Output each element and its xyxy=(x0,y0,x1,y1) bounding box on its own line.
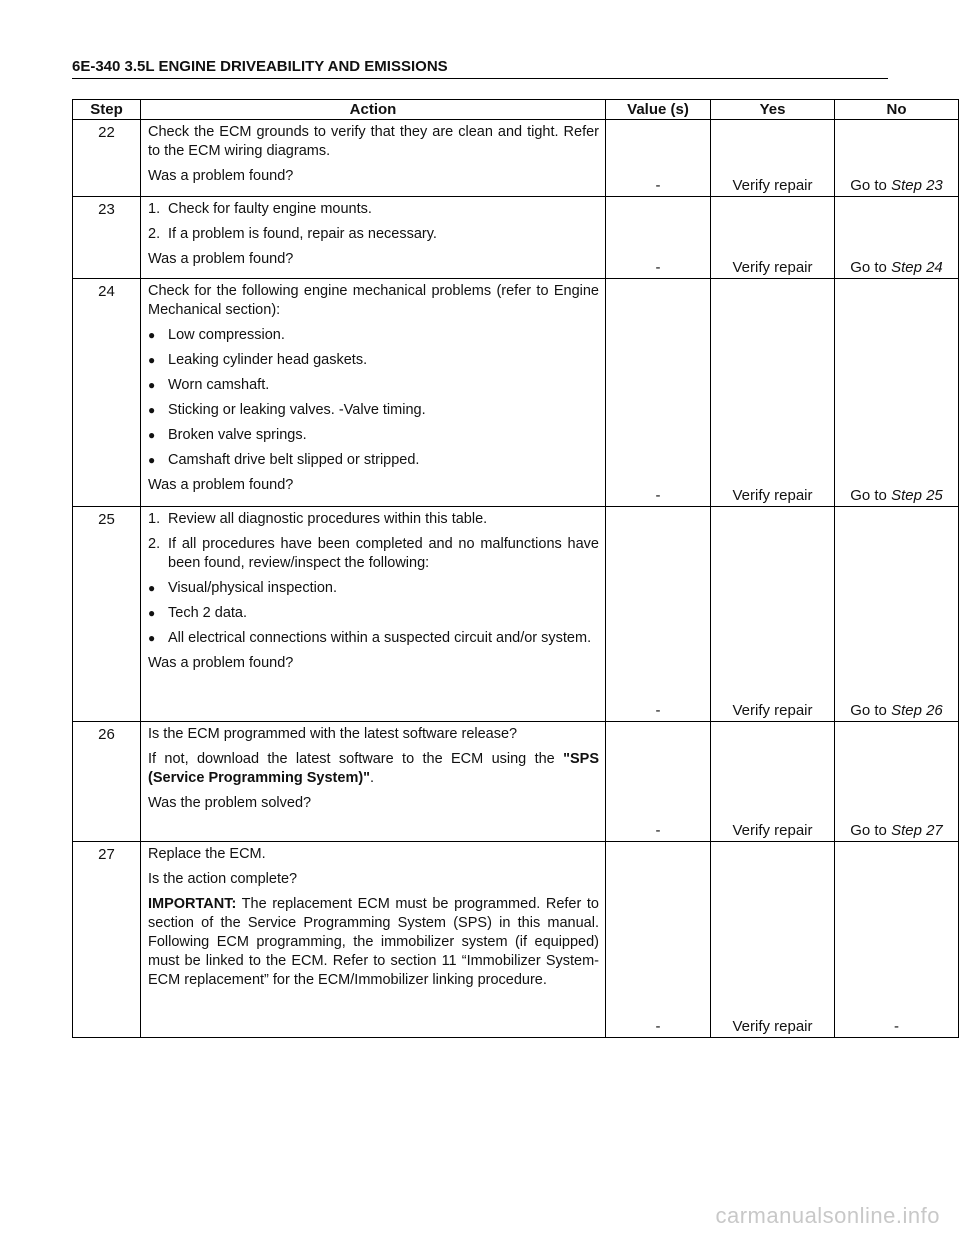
item-text: Review all diagnostic procedures within this table. xyxy=(168,511,488,527)
value-cell: - xyxy=(606,120,711,197)
goto-prefix: Go to xyxy=(850,702,887,719)
action-text xyxy=(148,750,599,788)
bullet-icon: ● xyxy=(148,606,156,620)
item-number: 2. xyxy=(148,536,161,552)
action-question: Was the problem solved? xyxy=(148,795,312,811)
action-question: Was a problem found? xyxy=(148,251,294,267)
bullet-item xyxy=(148,604,599,623)
value-cell: - xyxy=(606,279,711,507)
bullet-item xyxy=(148,401,599,420)
action-question: Is the action complete? xyxy=(148,871,298,887)
action-cell xyxy=(141,507,606,722)
action-cell xyxy=(141,722,606,842)
goto-step-link: Step 27 xyxy=(891,822,943,839)
yes-cell: Verify repair xyxy=(711,722,835,842)
bullet-item xyxy=(148,376,599,395)
column-header-yes: Yes xyxy=(711,100,835,120)
action-text: Check for the following engine mechanical problems (refer to Engine Mechanical section): xyxy=(148,283,599,318)
table-row xyxy=(73,507,959,722)
value-cell: - xyxy=(606,842,711,1038)
bullet-text: Worn camshaft. xyxy=(168,377,270,393)
important-text: The replacement ECM must be programmed. Refer to section of the Service Programming System (SPS) in this manual. Following ECM programming, the immobilizer system (if equipped) must be linked to the ECM. Refer to section 11 “Immobilizer System-ECM replacement” for the ECM/Immobilizer linking procedure. xyxy=(148,896,599,988)
bullet-icon: ● xyxy=(148,403,156,417)
goto-step-link: Step 24 xyxy=(891,259,943,276)
action-cell xyxy=(141,120,606,197)
action-text: Check the ECM grounds to verify that they are clean and tight. Refer to the ECM wiring diagrams. xyxy=(148,124,599,159)
bullet-item xyxy=(148,451,599,470)
bullet-text: Visual/physical inspection. xyxy=(168,580,337,596)
no-cell xyxy=(835,279,959,507)
goto-step-link: Step 26 xyxy=(891,702,943,719)
bullet-text: Broken valve springs. xyxy=(168,427,307,443)
bullet-text: Low compression. xyxy=(168,327,285,343)
step-number: 27 xyxy=(73,842,141,1038)
bullet-text: Leaking cylinder head gaskets. xyxy=(168,352,368,368)
goto-step-link: Step 25 xyxy=(891,487,943,504)
bullet-icon: ● xyxy=(148,581,156,595)
action-text-lead: If not, download the latest software to the ECM using the xyxy=(148,751,555,767)
bullet-text: All electrical connections within a suspected circuit and/or system. xyxy=(168,630,592,646)
value-cell: - xyxy=(606,722,711,842)
item-number: 1. xyxy=(148,201,161,217)
action-cell xyxy=(141,279,606,507)
no-cell: - xyxy=(835,842,959,1038)
numbered-item xyxy=(148,510,599,529)
bullet-text: Tech 2 data. xyxy=(168,605,247,621)
numbered-item xyxy=(148,200,599,219)
no-cell xyxy=(835,722,959,842)
diagnostic-table xyxy=(72,99,959,1038)
action-cell xyxy=(141,197,606,279)
yes-cell: Verify repair xyxy=(711,120,835,197)
table-row xyxy=(73,722,959,842)
sps-reference: "SPS (Service Programming System)" xyxy=(148,751,600,786)
table-row xyxy=(73,279,959,507)
column-header-action: Action xyxy=(141,100,606,120)
value-cell: - xyxy=(606,197,711,279)
table-row xyxy=(73,842,959,1038)
yes-cell: Verify repair xyxy=(711,197,835,279)
bullet-item xyxy=(148,426,599,445)
action-question: Was a problem found? xyxy=(148,168,294,184)
column-header-no: No xyxy=(835,100,959,120)
bullet-icon: ● xyxy=(148,353,156,367)
no-cell xyxy=(835,507,959,722)
goto-prefix: Go to xyxy=(850,822,887,839)
bullet-item xyxy=(148,351,599,370)
goto-step-link: Step 23 xyxy=(891,177,943,194)
table-row xyxy=(73,197,959,279)
table-row xyxy=(73,120,959,197)
column-header-value: Value (s) xyxy=(606,100,711,120)
action-text: Replace the ECM. xyxy=(148,846,266,862)
no-cell xyxy=(835,197,959,279)
numbered-item xyxy=(148,535,599,573)
item-text: If all procedures have been completed and no malfunctions have been found, review/inspect the following: xyxy=(168,536,599,571)
bullet-text: Camshaft drive belt slipped or stripped. xyxy=(168,452,420,468)
item-text: Check for faulty engine mounts. xyxy=(168,201,372,217)
step-number: 24 xyxy=(73,279,141,507)
goto-prefix: Go to xyxy=(850,259,887,276)
important-note xyxy=(148,895,599,990)
action-question: Was a problem found? xyxy=(148,477,294,493)
bullet-text: Sticking or leaking valves. -Valve timing. xyxy=(168,402,426,418)
column-header-step: Step xyxy=(73,100,141,120)
step-number: 22 xyxy=(73,120,141,197)
bullet-icon: ● xyxy=(148,428,156,442)
action-text: Is the ECM programmed with the latest software release? xyxy=(148,726,518,742)
bullet-icon: ● xyxy=(148,631,156,645)
action-question: Was a problem found? xyxy=(148,655,294,671)
item-text: If a problem is found, repair as necessary. xyxy=(168,226,437,242)
yes-cell: Verify repair xyxy=(711,507,835,722)
action-cell xyxy=(141,842,606,1038)
no-cell xyxy=(835,120,959,197)
step-number: 23 xyxy=(73,197,141,279)
goto-prefix: Go to xyxy=(850,487,887,504)
step-number: 26 xyxy=(73,722,141,842)
item-number: 1. xyxy=(148,511,161,527)
action-text-tail: . xyxy=(370,770,375,786)
bullet-icon: ● xyxy=(148,453,156,467)
item-number: 2. xyxy=(148,226,161,242)
watermark: carmanualsonline.info xyxy=(715,1203,940,1228)
bullet-item xyxy=(148,579,599,598)
bullet-item xyxy=(148,326,599,345)
step-number: 25 xyxy=(73,507,141,722)
yes-cell: Verify repair xyxy=(711,279,835,507)
important-label: IMPORTANT: xyxy=(148,896,237,912)
yes-cell: Verify repair xyxy=(711,842,835,1038)
bullet-icon: ● xyxy=(148,378,156,392)
page-header-title: 6E-340 3.5L ENGINE DRIVEABILITY AND EMISSIONS xyxy=(72,58,888,79)
table-header-row xyxy=(73,100,959,120)
value-cell: - xyxy=(606,507,711,722)
bullet-icon: ● xyxy=(148,328,156,342)
goto-prefix: Go to xyxy=(850,177,887,194)
bullet-item xyxy=(148,629,599,648)
numbered-item xyxy=(148,225,599,244)
